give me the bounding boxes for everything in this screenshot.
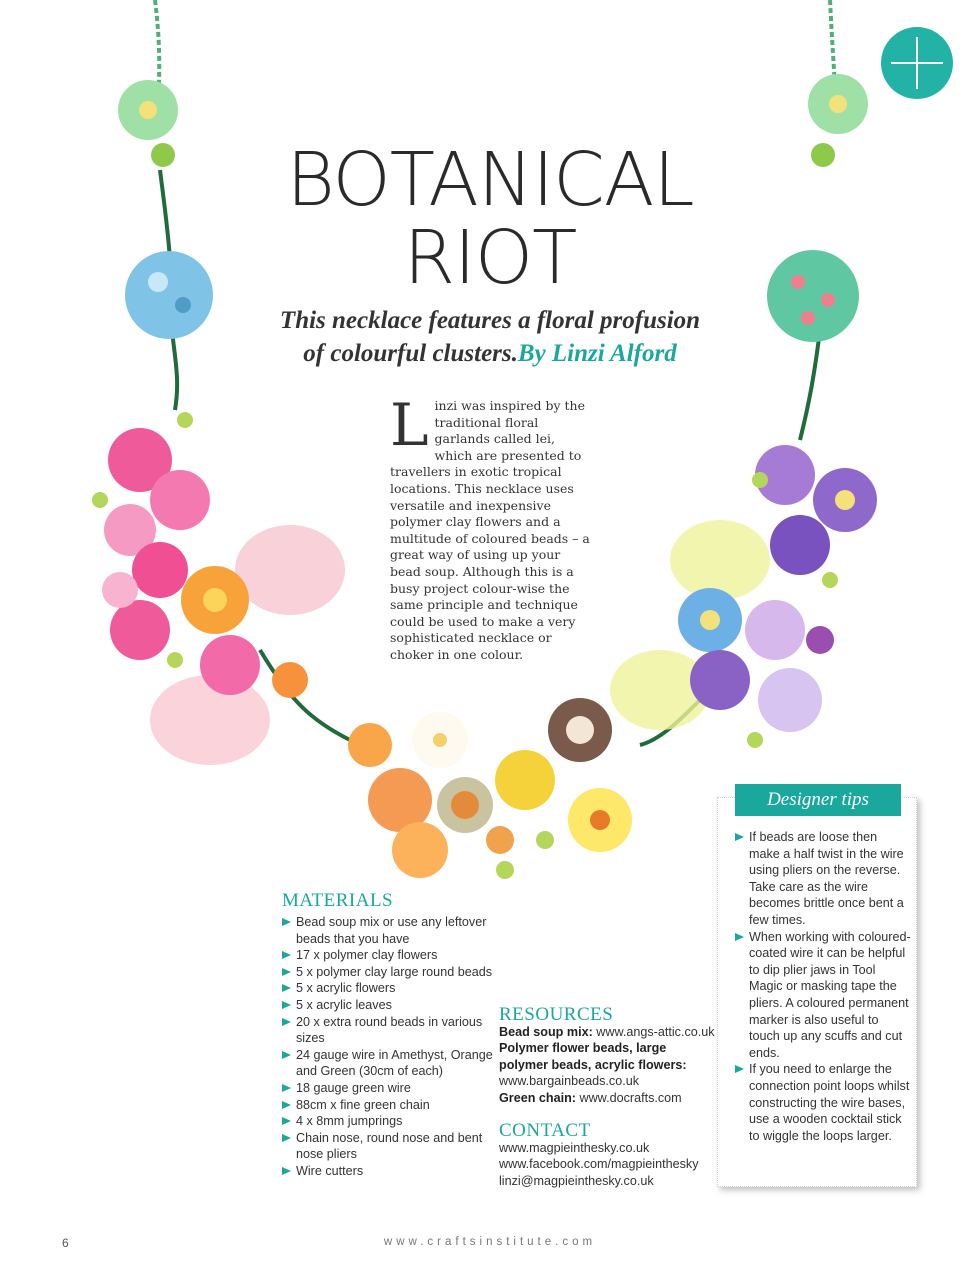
list-item: 5 x acrylic leaves <box>282 997 497 1014</box>
materials-heading: MATERIALS <box>282 890 394 911</box>
resource-flowers-label-2 <box>499 1057 719 1074</box>
materials-section <box>282 890 497 1180</box>
resource-link[interactable]: www.angs-attic.co.uk <box>596 1024 715 1039</box>
list-item: Bead soup mix or use any leftover beads that you have <box>282 914 497 947</box>
contact-website[interactable]: www.magpieinthesky.co.uk <box>499 1140 650 1155</box>
contact-section <box>499 1120 719 1189</box>
subtitle <box>270 304 710 370</box>
footer-url[interactable]: www.craftsinstitute.com <box>383 1236 597 1248</box>
list-item: Chain nose, round nose and bent nose pliers <box>282 1130 497 1163</box>
subtitle-text: This necklace features a floral profusion of colourful clusters. <box>279 307 701 367</box>
list-item: If beads are loose then make a half twist in the wire using pliers on the reverse. Take care as the wire becomes brittle once bent a few times. <box>735 829 911 929</box>
materials-list <box>282 914 497 1180</box>
list-item: 88cm x fine green chain <box>282 1097 497 1114</box>
resource-flowers-link[interactable]: www.bargainbeads.co.uk <box>499 1074 640 1089</box>
contact-heading: CONTACT <box>499 1120 591 1141</box>
resource-label: polymer beads, acrylic flowers: <box>499 1057 687 1072</box>
list-item: 18 gauge green wire <box>282 1080 497 1097</box>
designer-tips-box <box>717 797 917 1187</box>
title-line-1: BOTANICAL <box>286 137 694 223</box>
list-item: If you need to enlarge the connection point loops whilst constructing the wire bases, use a wooden cocktail stick to wiggle the loops larger. <box>735 1061 911 1144</box>
plus-icon <box>881 27 953 99</box>
resources-section <box>499 1004 719 1107</box>
intro-paragraph <box>390 391 590 664</box>
resource-bead-soup <box>499 1024 719 1041</box>
designer-tips-heading: Designer tips <box>735 784 901 816</box>
page-number: 6 <box>62 1236 69 1250</box>
list-item: 4 x 8mm jumprings <box>282 1113 497 1130</box>
list-item: 5 x acrylic flowers <box>282 980 497 997</box>
resources-heading: RESOURCES <box>499 1004 614 1025</box>
list-item: 17 x polymer clay flowers <box>282 947 497 964</box>
byline: By Linzi Alford <box>517 340 677 367</box>
resource-label: Bead soup mix: <box>499 1024 593 1039</box>
list-item: 5 x polymer clay large round beads <box>282 964 497 981</box>
drop-cap: L <box>390 391 429 459</box>
contact-email[interactable]: linzi@magpieinthesky.co.uk <box>499 1173 654 1188</box>
list-item: 24 gauge wire in Amethyst, Orange and Green (30cm of each) <box>282 1047 497 1080</box>
list-item: Wire cutters <box>282 1163 497 1180</box>
tips-list <box>735 829 911 1144</box>
resource-chain <box>499 1090 719 1107</box>
title-line-2: RIOT <box>403 215 577 301</box>
contact-facebook[interactable]: www.facebook.com/magpieinthesky <box>499 1157 699 1172</box>
list-item: When working with coloured-coated wire it can be helpful to dip plier jaws in Tool Magic or masking tape the pliers. A coloured permanent marker is also useful to touch up any scuffs and cut ends. <box>735 929 911 1062</box>
resource-label: Polymer flower beads, large <box>499 1041 667 1056</box>
resource-flowers-label-1 <box>499 1040 719 1057</box>
list-item: 20 x extra round beads in various sizes <box>282 1014 497 1047</box>
resource-link[interactable]: www.docrafts.com <box>579 1090 682 1105</box>
intro-text: inzi was inspired by the traditional floral garlands called lei, which are presented to travellers in exotic tropical locations. This necklace uses versatile and inexpensive polymer clay flowers and a multitude of coloured beads – a great way of using up your bead soup. Although this is a busy project colour-wise the same principle and technique could be used to make a very sophisticated necklace or choker in one colour. <box>390 398 590 662</box>
resource-label: Green chain: <box>499 1090 576 1105</box>
